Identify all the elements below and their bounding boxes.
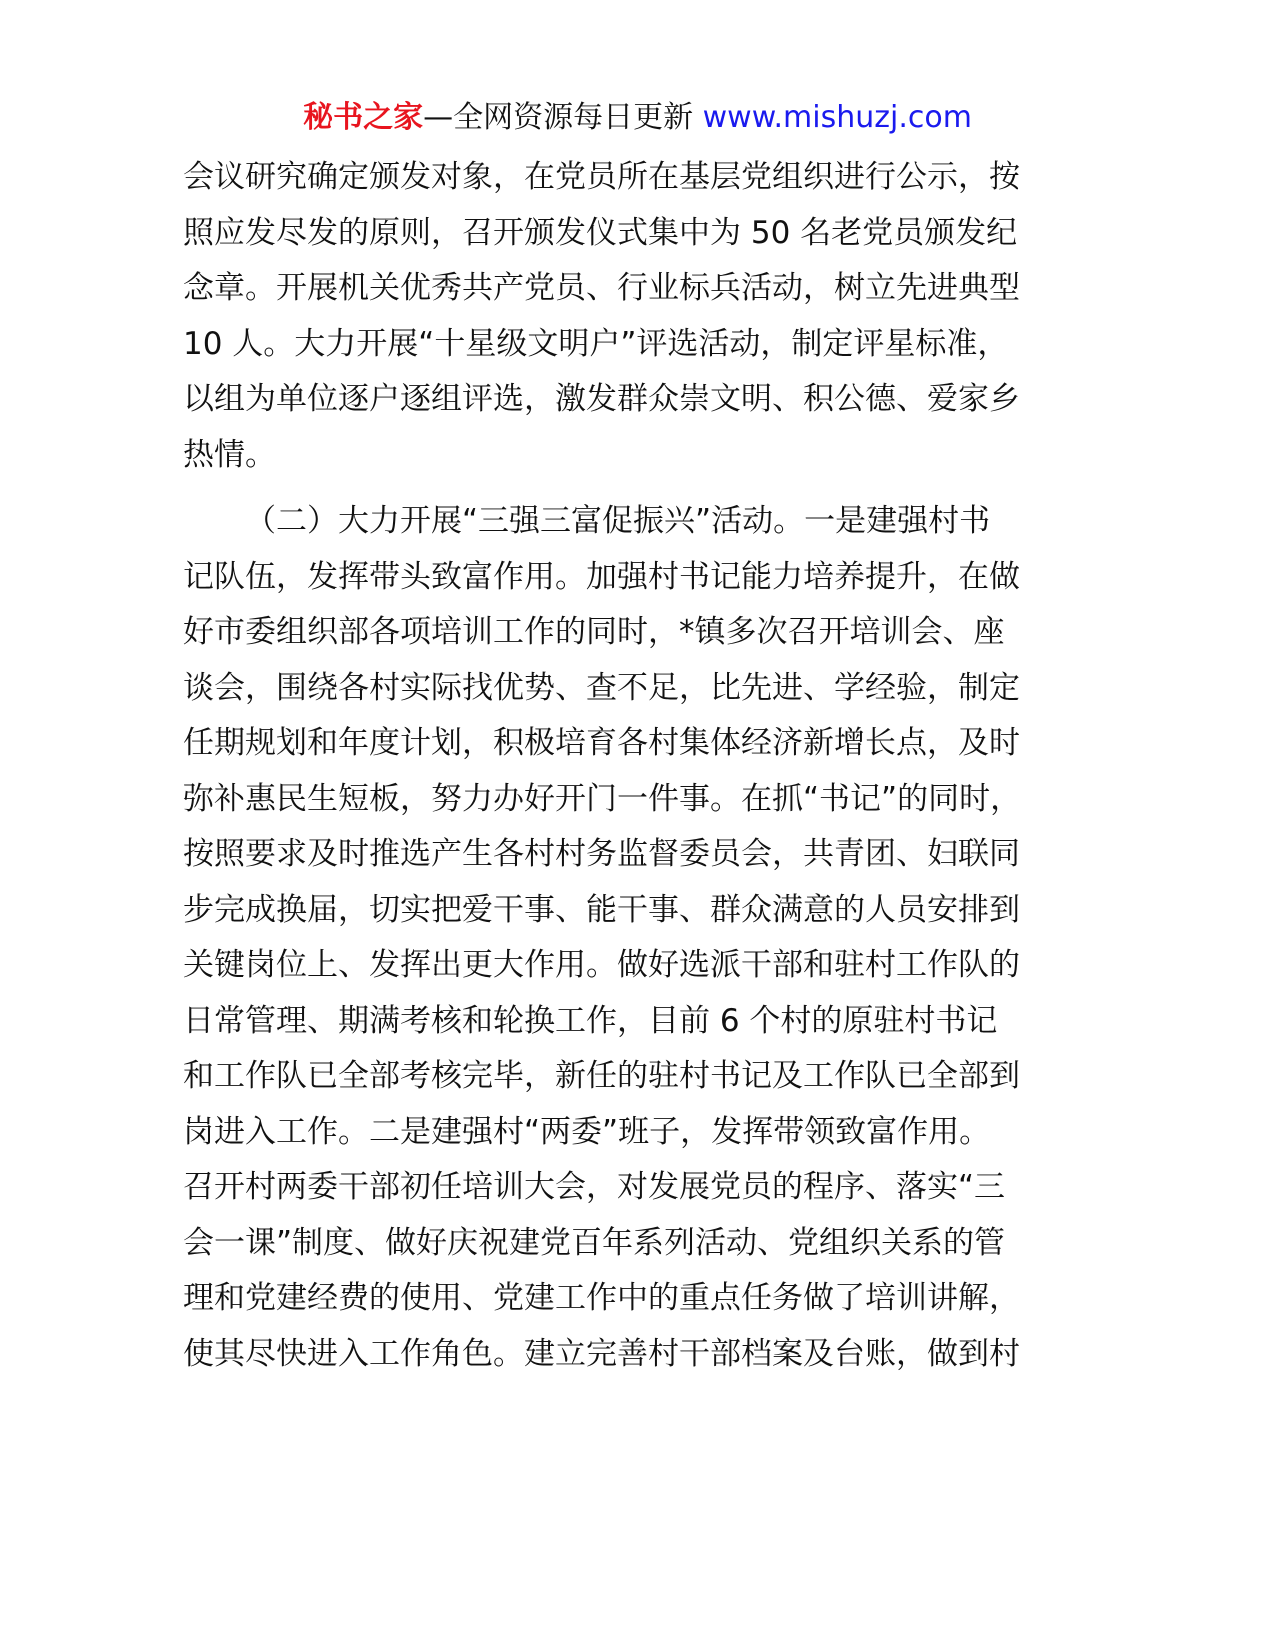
text-line: 日常管理、期满考核和轮换工作，目前 6 个村的原驻村书记 [183, 1002, 998, 1039]
paragraph-2 [183, 494, 1083, 1382]
text-line: 和工作队已全部考核完毕，新任的驻村书记及工作队已全部到 [183, 1058, 1020, 1094]
text-line: 照应发尽发的原则，召开颁发仪式集中为 50 名老党员颁发纪 [183, 214, 1018, 251]
text-line: 使其尽快进入工作角色。建立完善村干部档案及台账，做到村 [183, 1335, 1020, 1372]
text-line: 念章。开展机关优秀共产党员、行业标兵活动，树立先进典型 [183, 270, 1020, 306]
text-line: 好市委组织部各项培训工作的同时，*镇多次召开培训会、座 [183, 614, 1005, 650]
text-line: 以组为单位逐户逐组评选，激发群众崇文明、积公德、爱家乡 [183, 381, 1020, 417]
header-url-link[interactable]: www.mishuzj.com [702, 100, 972, 135]
text-line: 步完成换届，切实把爱干事、能干事、群众满意的人员安排到 [183, 891, 1020, 928]
text-line: 按照要求及时推选产生各村村务监督委员会，共青团、妇联同 [183, 836, 1020, 872]
text-line: 任期规划和年度计划，积极培育各村集体经济新增长点，及时 [183, 725, 1020, 761]
document-body [183, 150, 1083, 1382]
text-line: 岗进入工作。二是建强村“两委”班子，发挥带领致富作用。 [183, 1113, 991, 1150]
text-line: 召开村两委干部初任培训大会，对发展党员的程序、落实“三 [183, 1169, 1006, 1205]
text-line: 记队伍，发挥带头致富作用。加强村书记能力培养提升，在做 [183, 558, 1020, 595]
header-tagline: —全网资源每日更新 [423, 100, 694, 135]
paragraph-spacer [183, 483, 1083, 494]
text-line: 理和党建经费的使用、党建工作中的重点任务做了培训讲解， [183, 1280, 1020, 1316]
paragraph-1 [183, 150, 1083, 483]
text-line: 会一课”制度、做好庆祝建党百年系列活动、党组织关系的管 [183, 1224, 1006, 1261]
text-line: 10 人。大力开展“十星级文明户”评选活动，制定评星标准， [183, 325, 1009, 362]
text-line: 关键岗位上、发挥出更大作用。做好选派干部和驻村工作队的 [183, 947, 1020, 983]
text-line: 热情。 [183, 436, 276, 473]
page-header [0, 96, 1275, 140]
text-line: 弥补惠民生短板，努力办好开门一件事。在抓“书记”的同时， [183, 780, 1022, 817]
text-line-indented: （二）大力开展“三强三富促振兴”活动。一是建强村书 [245, 503, 991, 539]
text-line: 谈会，围绕各村实际找优势、查不足，比先进、学经验，制定 [183, 669, 1020, 706]
text-line: 会议研究确定颁发对象，在党员所在基层党组织进行公示，按 [183, 159, 1020, 195]
brand-name: 秘书之家 [303, 100, 424, 135]
